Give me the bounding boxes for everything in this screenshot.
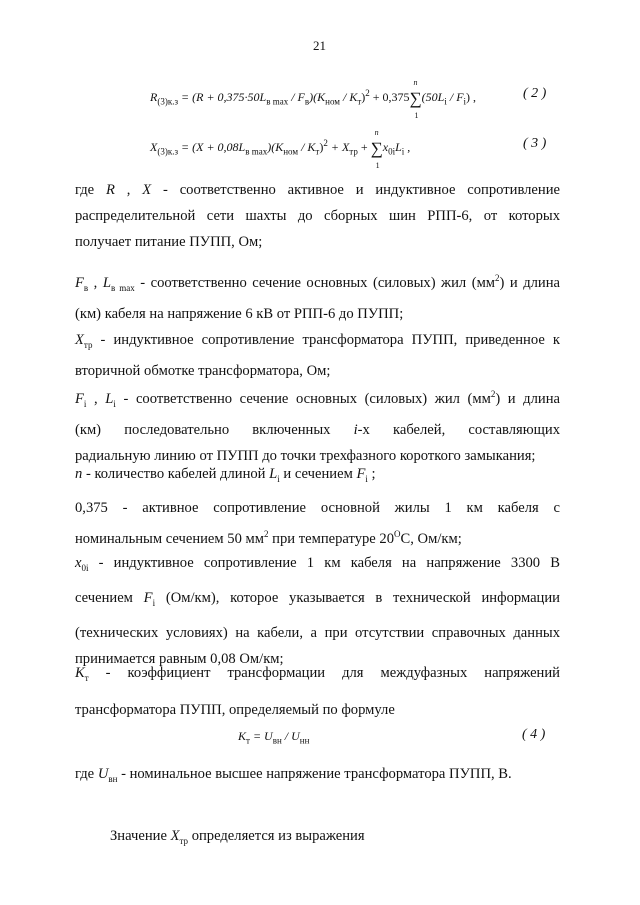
paragraph-uvn: где $U_{вн}$ - номинальное высшее напряжение трансформатора ПУПП, В. [75, 766, 512, 784]
paragraph-x0i: $x_{0i}$ - индуктивное сопротивление 1 км кабеля на напряжение 3300 В сечением $F_i$ (Ом/км), которое указывается в технической информации (технических условиях) на кабели, а при отсутствии справочных данных принимается равным 0,08 Ом/км; [75, 555, 560, 667]
equation-2: $R_{(3)к.з} = (R + 0,375\cdot 50L_{в max} / F_в)(K_{ном} / K_т)^2 + 0,375\sum$ n 1 $(50L_i / F_i)$ , [150, 78, 477, 120]
equation-3-number: ( 3 ) [523, 136, 547, 151]
equation-2-number: ( 2 ) [523, 86, 547, 101]
sum-symbol: ∑ n 1 [409, 78, 422, 120]
equation-4-number: ( 4 ) [522, 727, 546, 742]
paragraph-0375: 0,375 - активное сопротивление основной жилы 1 км кабеля с номинальным сечением 50 $мм^2$ при температуре $20^ОС$, Ом/км; [75, 500, 560, 547]
equation-3: $X_{(3)к.з} = (X + 0,08L_{в max})(K_{ном} / K_т)^2 + X_{тр}$ + ∑ n 1 $x_{0i}L_i$ , [150, 128, 411, 170]
paragraph-xtr: $X_{тр}$ - индуктивное сопротивление трансформатора ПУПП, приведенное к вторичной обмотке трансформатора, Ом; [75, 332, 560, 379]
paragraph-kt: $K_т$ - коэффициент трансформации для междуфазных напряжений трансформатора ПУПП, определяемый по формуле [75, 665, 560, 718]
equation-4: $K_т = U_{вн} / U_{нн}$ [238, 729, 310, 746]
page-number: 21 [313, 38, 326, 53]
paragraph-r-x: где R , X - соответственно активное и индуктивное сопротивление распределительной сети шахты до сборных шин РПП-6, от которых получает питание ПУПП, Ом; [75, 182, 561, 250]
paragraph-fi-li: $F_i$ , $L_i$ - соответственно сечение основных (силовых) жил $(мм^2)$ и длина (км) последовательно включенных i-х кабелей, составляющих радиальную линию от ПУПП до точки трехфазного короткого замыкания; [75, 389, 560, 464]
paragraph-n: n - количество кабелей длиной $L_i$ и сечением $F_i$ ; [75, 466, 376, 484]
sum-symbol: ∑ n 1 [370, 128, 383, 170]
paragraph-xtr-value: Значение $X_{тр}$ определяется из выражения [110, 828, 365, 846]
paragraph-fv-lv: $F_в$ , $L_{в max}$ - соответственно сечение основных (силовых) жил $(мм^2)$ и длина (км) кабеля на напряжение 6 кВ от РПП-6 до ПУПП; [75, 273, 561, 322]
